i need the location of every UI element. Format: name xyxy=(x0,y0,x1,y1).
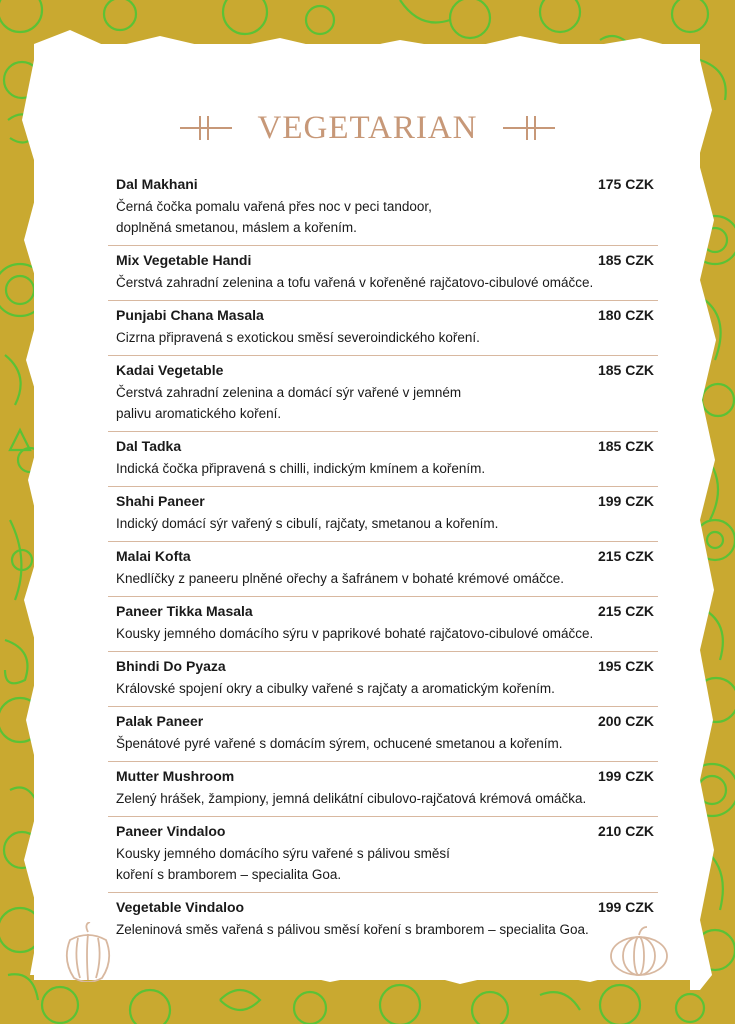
menu-item-name: Palak Paneer xyxy=(116,713,204,729)
menu-item xyxy=(108,817,658,893)
menu-item-price: 185 CZK xyxy=(597,362,654,378)
ornament-right-icon xyxy=(503,114,555,142)
menu-item xyxy=(108,707,658,762)
menu-item xyxy=(108,356,658,432)
menu-item-price: 199 CZK xyxy=(597,899,654,915)
menu-item-header xyxy=(116,713,658,729)
menu-item xyxy=(108,487,658,542)
menu-item-name: Dal Makhani xyxy=(116,176,198,192)
menu-item-price: 215 CZK xyxy=(597,548,654,564)
menu-item-price: 185 CZK xyxy=(597,252,654,268)
menu-item-header xyxy=(116,823,658,839)
menu-item-description: Čerstvá zahradní zelenina a domácí sýr vařené v jemném palivu aromatického koření. xyxy=(116,385,462,421)
menu-item-description: Cizrna připravená s exotickou směsí severoindického koření. xyxy=(116,330,480,345)
menu-item-list xyxy=(108,170,658,947)
menu-item-header xyxy=(116,176,658,192)
menu-item-name: Malai Kofta xyxy=(116,548,191,564)
menu-item xyxy=(108,652,658,707)
menu-item-price: 195 CZK xyxy=(597,658,654,674)
menu-item-price: 199 CZK xyxy=(597,493,654,509)
menu-item-price: 215 CZK xyxy=(597,603,654,619)
menu-item-name: Paneer Tikka Masala xyxy=(116,603,253,619)
menu-title: VEGETARIAN xyxy=(257,109,478,146)
menu-item-name: Shahi Paneer xyxy=(116,493,205,509)
menu-item-header xyxy=(116,768,658,784)
menu-item-name: Dal Tadka xyxy=(116,438,182,454)
menu-item-name: Bhindi Do Pyaza xyxy=(116,658,226,674)
menu-item-description: Zeleninová směs vařená s pálivou směsí koření s bramborem – specialita Goa. xyxy=(116,922,589,937)
menu-item xyxy=(108,762,658,817)
menu-item-description: Špenátové pyré vařené s domácím sýrem, ochucené smetanou a kořením. xyxy=(116,736,563,751)
ornament-left-icon xyxy=(180,114,232,142)
menu-item-description: Kousky jemného domácího sýru v paprikové bohaté rajčatovo-cibulové omáčce. xyxy=(116,626,594,641)
menu-item xyxy=(108,542,658,597)
pepper-icon xyxy=(62,922,114,982)
menu-header xyxy=(180,108,555,148)
menu-item-description: Knedlíčky z paneeru plněné ořechy a šafránem v bohaté krémové omáčce. xyxy=(116,571,564,586)
menu-item-description: Čerstvá zahradní zelenina a tofu vařená v kořeněné rajčatovo-cibulové omáčce. xyxy=(116,275,594,290)
menu-item-name: Mix Vegetable Handi xyxy=(116,252,252,268)
menu-item-description: Zelený hrášek, žampiony, jemná delikátní cibulovo-rajčatová krémová omáčka. xyxy=(116,791,587,806)
menu-item-header xyxy=(116,658,658,674)
menu-item-header xyxy=(116,362,658,378)
menu-item xyxy=(108,893,658,947)
menu-item xyxy=(108,246,658,301)
menu-item-name: Kadai Vegetable xyxy=(116,362,224,378)
menu-item-header xyxy=(116,899,658,915)
menu-item xyxy=(108,597,658,652)
menu-item-price: 200 CZK xyxy=(597,713,654,729)
menu-item-description: Kousky jemného domácího sýru vařené s pálivou směsí koření s bramborem – specialita Goa. xyxy=(116,846,450,882)
menu-item-description: Indický domácí sýr vařený s cibulí, rajčaty, smetanou a kořením. xyxy=(116,516,499,531)
menu-item xyxy=(108,301,658,356)
menu-item xyxy=(108,432,658,487)
menu-item-name: Mutter Mushroom xyxy=(116,768,235,784)
menu-item-header xyxy=(116,493,658,509)
menu-item-header xyxy=(116,548,658,564)
menu-item-header xyxy=(116,438,658,454)
menu-item-header xyxy=(116,307,658,323)
menu-item-price: 175 CZK xyxy=(597,176,654,192)
menu-item-name: Punjabi Chana Masala xyxy=(116,307,264,323)
menu-item-description: Královské spojení okry a cibulky vařené s rajčaty a aromatickým kořením. xyxy=(116,681,555,696)
menu-item-header xyxy=(116,603,658,619)
menu-item-header xyxy=(116,252,658,268)
menu-item-description: Indická čočka připravená s chilli, indickým kmínem a kořením. xyxy=(116,461,486,476)
menu-item-price: 210 CZK xyxy=(597,823,654,839)
menu-item-name: Paneer Vindaloo xyxy=(116,823,226,839)
menu-item-description: Černá čočka pomalu vařená přes noc v peci tandoor, doplněná smetanou, máslem a kořením. xyxy=(116,199,432,235)
menu-item xyxy=(108,170,658,246)
menu-item-price: 185 CZK xyxy=(597,438,654,454)
pumpkin-icon xyxy=(608,925,670,977)
menu-item-name: Vegetable Vindaloo xyxy=(116,899,245,915)
menu-item-price: 199 CZK xyxy=(597,768,654,784)
menu-item-price: 180 CZK xyxy=(597,307,654,323)
